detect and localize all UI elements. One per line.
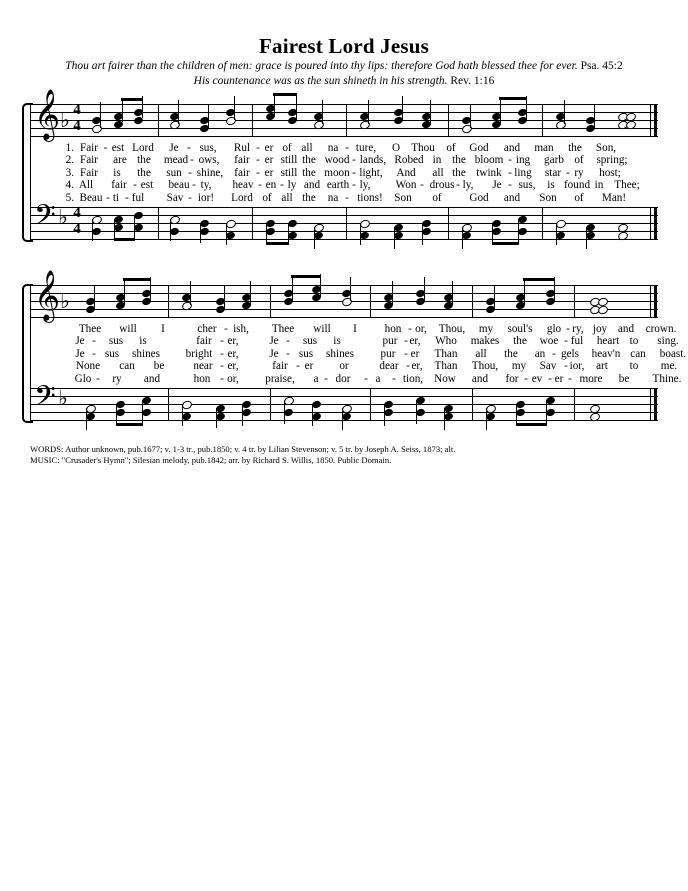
music-system-1 [30,89,658,239]
lyrics-system-2 [30,323,687,385]
lyric-line-verse-5: 5. Beau - ti - ful Sav - ior! Lord of all the na - tions! Son of God and Son of Man! [65,191,627,204]
scripture-ref-2: Rev. 1:16 [450,75,495,87]
staff-bass-2 [30,380,658,420]
lyric2-line-verse-4: None can be near - er, fair - er or dear - er, Than Thou, my Sav - ior, art to me. [75,360,678,373]
scripture-text-2: His countenance was as the sun shineth in his strength. [193,75,448,87]
scripture-line-1 [0,60,688,72]
key-signature-flat-bass: ♭ [58,205,68,229]
lyrics-system-1 [30,142,658,204]
staff-treble-2 [30,270,658,321]
lyric2-line-verse-5: Glo - ry and hon - or, praise, a - dor - a - tion, Now and for - ev - er - more be Thine. [74,372,682,385]
bass-clef-icon-2: 𝄢 [34,380,56,420]
scripture-ref-1: Psa. 45:2 [580,60,623,72]
time-signature-denominator-bass: 4 [73,221,81,237]
lyric2-line-verse-3: Je - sus shines bright - er, Je - sus shines pur - er Than all the an - gels heav'n can boast. [75,347,687,360]
lyric2-line-verse-1: Thee will I cher - ish, Thee will I hon - or, Thou, my soul's glo - ry, joy and crown. [78,323,677,335]
time-signature-numerator-bass: 4 [73,205,81,221]
time-signature-denominator: 4 [73,118,81,134]
bass-clef-icon: 𝄢 [34,199,56,239]
treble-clef-icon-2: 𝄞 [34,270,61,321]
lyric-line-verse-2: 2. Fair are the mead - ows, fair - er still the wood - lands, Robed in the bloom - ing garb of spring; [65,154,628,167]
scripture-line-2 [0,75,688,87]
time-signature-numerator: 4 [73,102,81,118]
key-signature-flat: ♭ [60,108,70,132]
staff-bass-1 [30,199,658,239]
scripture-text-1: Thou art fairer than the children of men: grace is poured into thy lips: therefore God hath blessed thee for ever. [65,60,578,72]
lyric-line-verse-4: 4. All fair - est beau - ty, heav - en - ly and earth - ly, Won - drous - ly, Je - sus, is found in Thee; [65,179,640,192]
key-signature-flat-2: ♭ [60,289,70,313]
key-signature-flat-bass-2: ♭ [58,386,68,410]
credits [30,444,455,466]
staff-treble-1 [30,89,658,140]
lyric2-line-verse-2: Je - sus is fair - er, Je - sus is pur - er, Who makes the woe - ful heart to sing. [75,335,679,348]
credits-music: MUSIC: "Crusader's Hymn"; Silesian melody, pub.1842; arr. by Richard S. Willis, 1850. Public Domain. [30,455,392,465]
lyric-line-verse-1: 1. Fair - est Lord Je - sus, Rul - er of all na - ture, O Thou of God and man the Son, [65,142,617,154]
page-title: Fairest Lord Jesus [258,34,430,58]
lyric-line-verse-3: 3. Fair is the sun - shine, fair - er still the moon - light, And all the twink - ling star - ry host; [65,166,621,179]
credits-words: WORDS: Author unknown, pub.1677; v. 1-3 tr., pub.1850; v. 4 tr. by Lilian Stevenson; v. 5 tr. by Joseph A. Seiss, 1873; alt. [30,444,456,454]
treble-clef-icon: 𝄞 [34,89,61,140]
music-system-2 [30,270,687,420]
